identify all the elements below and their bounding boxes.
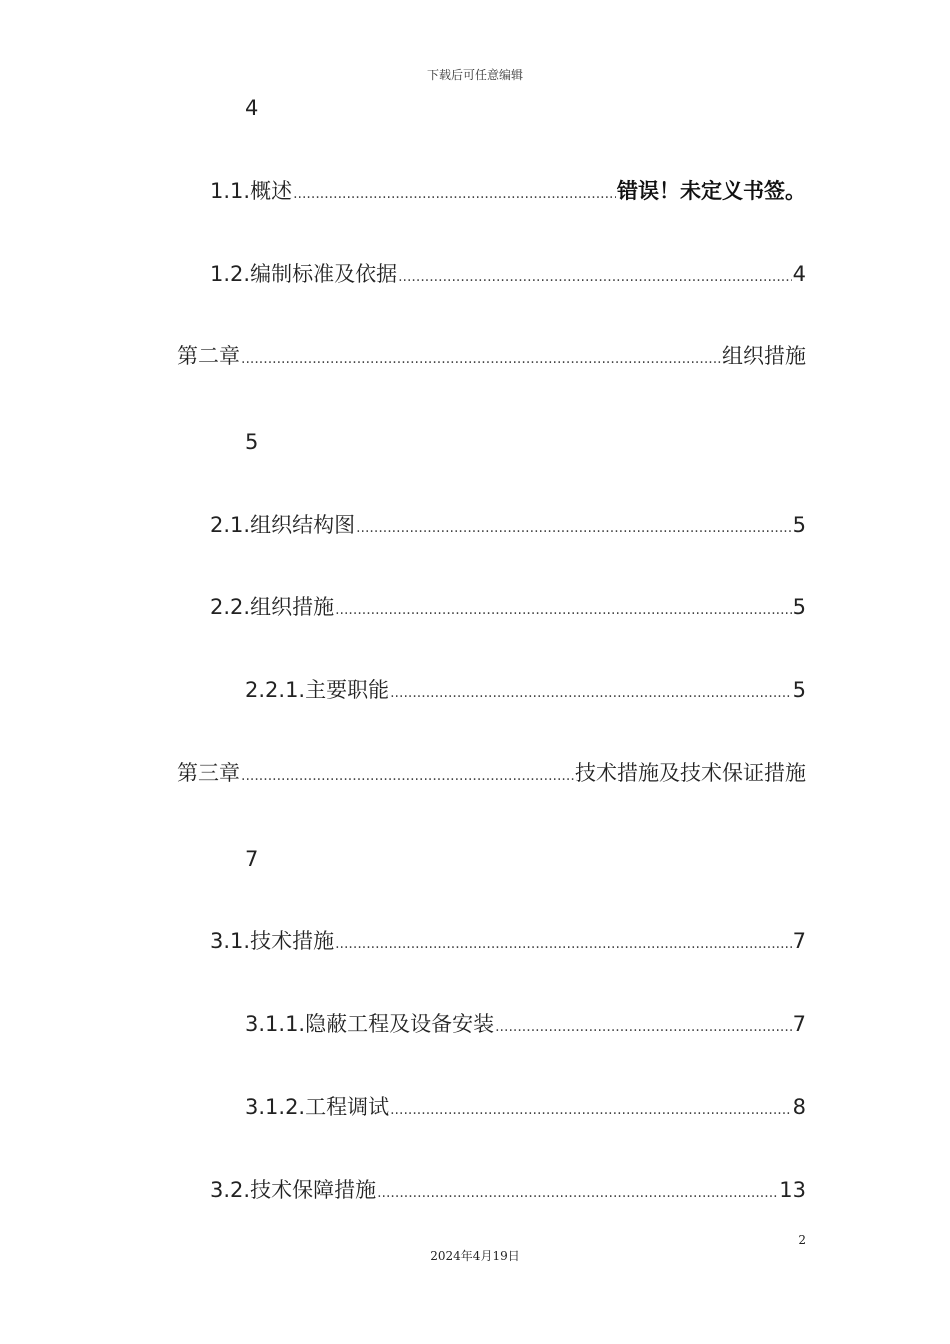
- toc-entry-3-1-2[interactable]: [245, 1092, 806, 1122]
- toc-dot-leader: [241, 341, 721, 374]
- toc-entry-title: 第三章: [177, 761, 240, 785]
- toc-entry-page: 技术措施及技术保证措施: [575, 761, 806, 785]
- toc-entry-number: 3.1.: [210, 929, 251, 953]
- toc-entry-title: 编制标准及依据: [250, 262, 398, 286]
- toc-dot-leader: [293, 176, 616, 209]
- toc-entry-2-2-1[interactable]: [245, 675, 806, 705]
- toc-entry-title: 工程调试: [305, 1095, 390, 1119]
- toc-entry-page: 5: [792, 678, 806, 702]
- toc-dot-leader: [398, 259, 792, 292]
- toc-entry-page: 组织措施: [722, 344, 806, 368]
- toc-dot-leader: [495, 1009, 792, 1042]
- toc-entry-title: 概述: [250, 179, 293, 203]
- toc-chapter-2[interactable]: [177, 341, 806, 371]
- toc-dot-leader: [335, 926, 792, 959]
- toc-entry-number: 3.2.: [210, 1178, 251, 1202]
- page-number: 2: [798, 1233, 806, 1247]
- toc-entry-page: 8: [792, 1095, 806, 1119]
- toc-entry-3-1-1[interactable]: [245, 1009, 806, 1039]
- toc-page-continuation: 5: [245, 430, 259, 454]
- toc-entry-2-1[interactable]: [210, 510, 806, 540]
- toc-entry-number: 2.1.: [210, 513, 251, 537]
- toc-dot-leader: [390, 675, 792, 708]
- toc-entry-number: 3.1.2.: [245, 1095, 306, 1119]
- toc-entry-page: 错误！未定义书签。: [617, 179, 806, 203]
- toc-entry-title: 主要职能: [305, 678, 390, 702]
- toc-entry-number: 2.2.1.: [245, 678, 306, 702]
- toc-entry-3-2[interactable]: [210, 1175, 806, 1205]
- toc-entry-1-1[interactable]: [210, 176, 806, 206]
- toc-entry-3-1[interactable]: [210, 926, 806, 956]
- toc-entry-page: 13: [779, 1178, 806, 1202]
- toc-entry-number: 1.1.: [210, 179, 251, 203]
- toc-dot-leader: [241, 758, 574, 791]
- toc-entry-title: 技术措施: [250, 929, 335, 953]
- toc-entry-2-2[interactable]: [210, 592, 806, 622]
- toc-page-continuation: 4: [245, 96, 259, 120]
- page-header: 下载后可任意编辑: [426, 68, 523, 82]
- toc-entry-page: 7: [792, 929, 806, 953]
- toc-dot-leader: [335, 592, 792, 625]
- toc-entry-number: 1.2.: [210, 262, 251, 286]
- toc-entry-title: 技术保障措施: [250, 1178, 377, 1202]
- toc-entry-page: 4: [792, 262, 806, 286]
- toc-dot-leader: [377, 1175, 778, 1208]
- toc-dot-leader: [356, 510, 792, 543]
- toc-entry-page: 7: [792, 1012, 806, 1036]
- toc-chapter-3[interactable]: [177, 758, 806, 788]
- toc-entry-1-2[interactable]: [210, 259, 806, 289]
- toc-dot-leader: [390, 1092, 792, 1125]
- toc-entry-title: 第二章: [177, 344, 240, 368]
- toc-page-continuation: 7: [245, 847, 259, 871]
- toc-entry-page: 5: [792, 513, 806, 537]
- toc-entry-number: 3.1.1.: [245, 1012, 306, 1036]
- toc-entry-title: 组织结构图: [250, 513, 356, 537]
- toc-entry-title: 组织措施: [250, 595, 335, 619]
- toc-entry-number: 2.2.: [210, 595, 251, 619]
- toc-entry-title: 隐蔽工程及设备安装: [305, 1012, 495, 1036]
- toc-entry-page: 5: [792, 595, 806, 619]
- footer-date: 2024年4月19日: [430, 1249, 520, 1263]
